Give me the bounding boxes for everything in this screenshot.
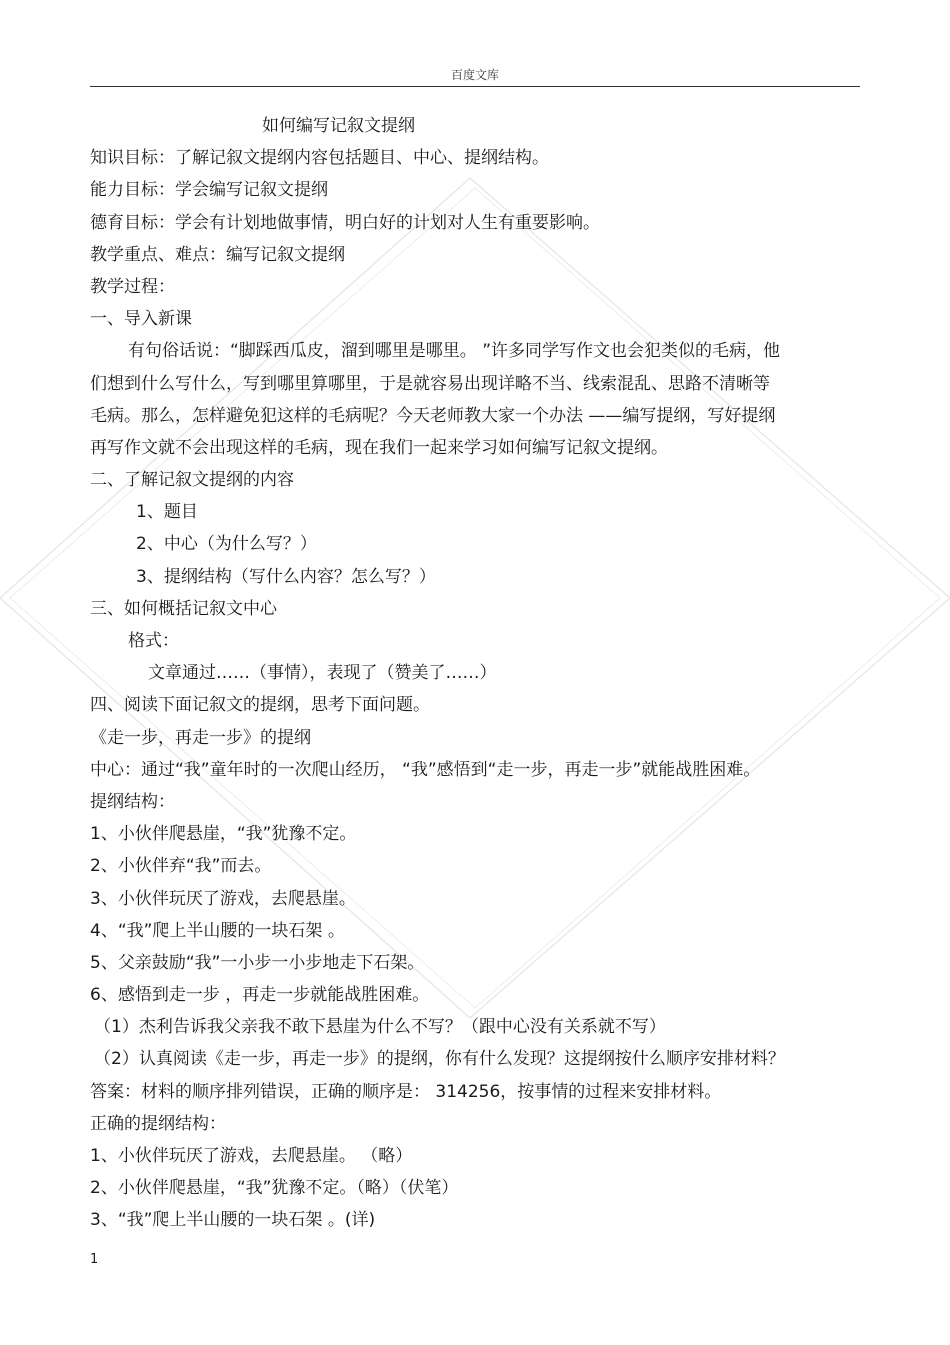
document-title: 如何编写记叙文提纲 xyxy=(262,116,415,136)
objective-keypoints: 教学重点、难点：编写记叙文提纲 xyxy=(90,244,345,265)
teaching-process-label: 教学过程： xyxy=(90,276,175,297)
section2-heading: 二、了解记叙文提纲的内容 xyxy=(90,470,294,491)
section1-paragraph-line: 们想到什么写什么，写到哪里算哪里，于是就容易出现详略不当、线索混乱、思路不清晰等 xyxy=(90,373,770,394)
structure-item: 6、感悟到走一步 ，再走一步就能战胜困难。 xyxy=(90,985,430,1006)
format-label: 格式： xyxy=(128,631,179,651)
section4-heading: 四、阅读下面记叙文的提纲，思考下面问题。 xyxy=(90,695,430,716)
question: （2）认真阅读《走一步，再走一步》的提纲，你有什么发现？这提纲按什么顺序安排材料？ xyxy=(94,1049,785,1070)
structure-item: 3、小伙伴玩厌了游戏，去爬悬崖。 xyxy=(90,888,356,909)
section1-heading: 一、导入新课 xyxy=(90,309,192,330)
correct-structure-item: 1、小伙伴玩厌了游戏，去爬悬崖。 （略） xyxy=(90,1146,413,1166)
section1-paragraph-line: 毛病。那么，怎样避免犯这样的毛病呢？今天老师教大家一个办法 ——编写提纲，写好提纲 xyxy=(90,405,776,426)
structure-label: 提纲结构： xyxy=(90,791,175,812)
outline-center: 中心：通过“我”童年时的一次爬山经历， “我”感悟到“走一步，再走一步”就能战胜困难。 xyxy=(90,759,761,780)
structure-item: 2、小伙伴弃“我”而去。 xyxy=(90,856,272,877)
correct-structure-item: 2、小伙伴爬悬崖，“我”犹豫不定。（略）（伏笔） xyxy=(90,1178,459,1199)
answer: 答案：材料的顺序排列错误，正确的顺序是： 314256，按事情的过程来安排材料。 xyxy=(90,1081,722,1102)
section1-paragraph-line: 再写作文就不会出现这样的毛病，现在我们一起来学习如何编写记叙文提纲。 xyxy=(90,437,668,458)
section2-item: 2、中心（为什么写？） xyxy=(136,534,317,555)
question: （1）杰利告诉我父亲我不敢下悬崖为什么不写？（跟中心没有关系就不写） xyxy=(94,1017,666,1038)
section3-heading: 三、如何概括记叙文中心 xyxy=(90,598,277,619)
structure-item: 5、父亲鼓励“我”一小步一小步地走下石架。 xyxy=(90,952,425,973)
format-text: 文章通过……（事情），表现了（赞美了……） xyxy=(148,663,497,684)
correct-structure-item: 3、“我”爬上半山腰的一块石架 。(详) xyxy=(90,1210,376,1231)
objective-moral: 德育目标：学会有计划地做事情，明白好的计划对人生有重要影响。 xyxy=(90,212,600,233)
outline-title: 《走一步，再走一步》的提纲 xyxy=(90,727,311,748)
page-header: 百度文库 xyxy=(450,68,499,82)
objective-ability: 能力目标：学会编写记叙文提纲 xyxy=(90,180,328,201)
objective-knowledge: 知识目标：了解记叙文提纲内容包括题目、中心、提纲结构。 xyxy=(90,148,549,169)
header-divider xyxy=(90,86,860,87)
section2-item: 1、题目 xyxy=(136,502,198,523)
section1-paragraph-line: 有句俗话说：“脚踩西瓜皮，溜到哪里是哪里。 ”许多同学写作文也会犯类似的毛病，他 xyxy=(128,341,781,362)
structure-item: 1、小伙伴爬悬崖，“我”犹豫不定。 xyxy=(90,824,357,845)
correct-structure-label: 正确的提纲结构： xyxy=(90,1113,226,1134)
page-number: 1 xyxy=(90,1252,99,1267)
section2-item: 3、提纲结构（写什么内容？怎么写？） xyxy=(136,566,436,587)
document-body xyxy=(90,110,860,1237)
structure-item: 4、“我”爬上半山腰的一块石架 。 xyxy=(90,920,345,941)
